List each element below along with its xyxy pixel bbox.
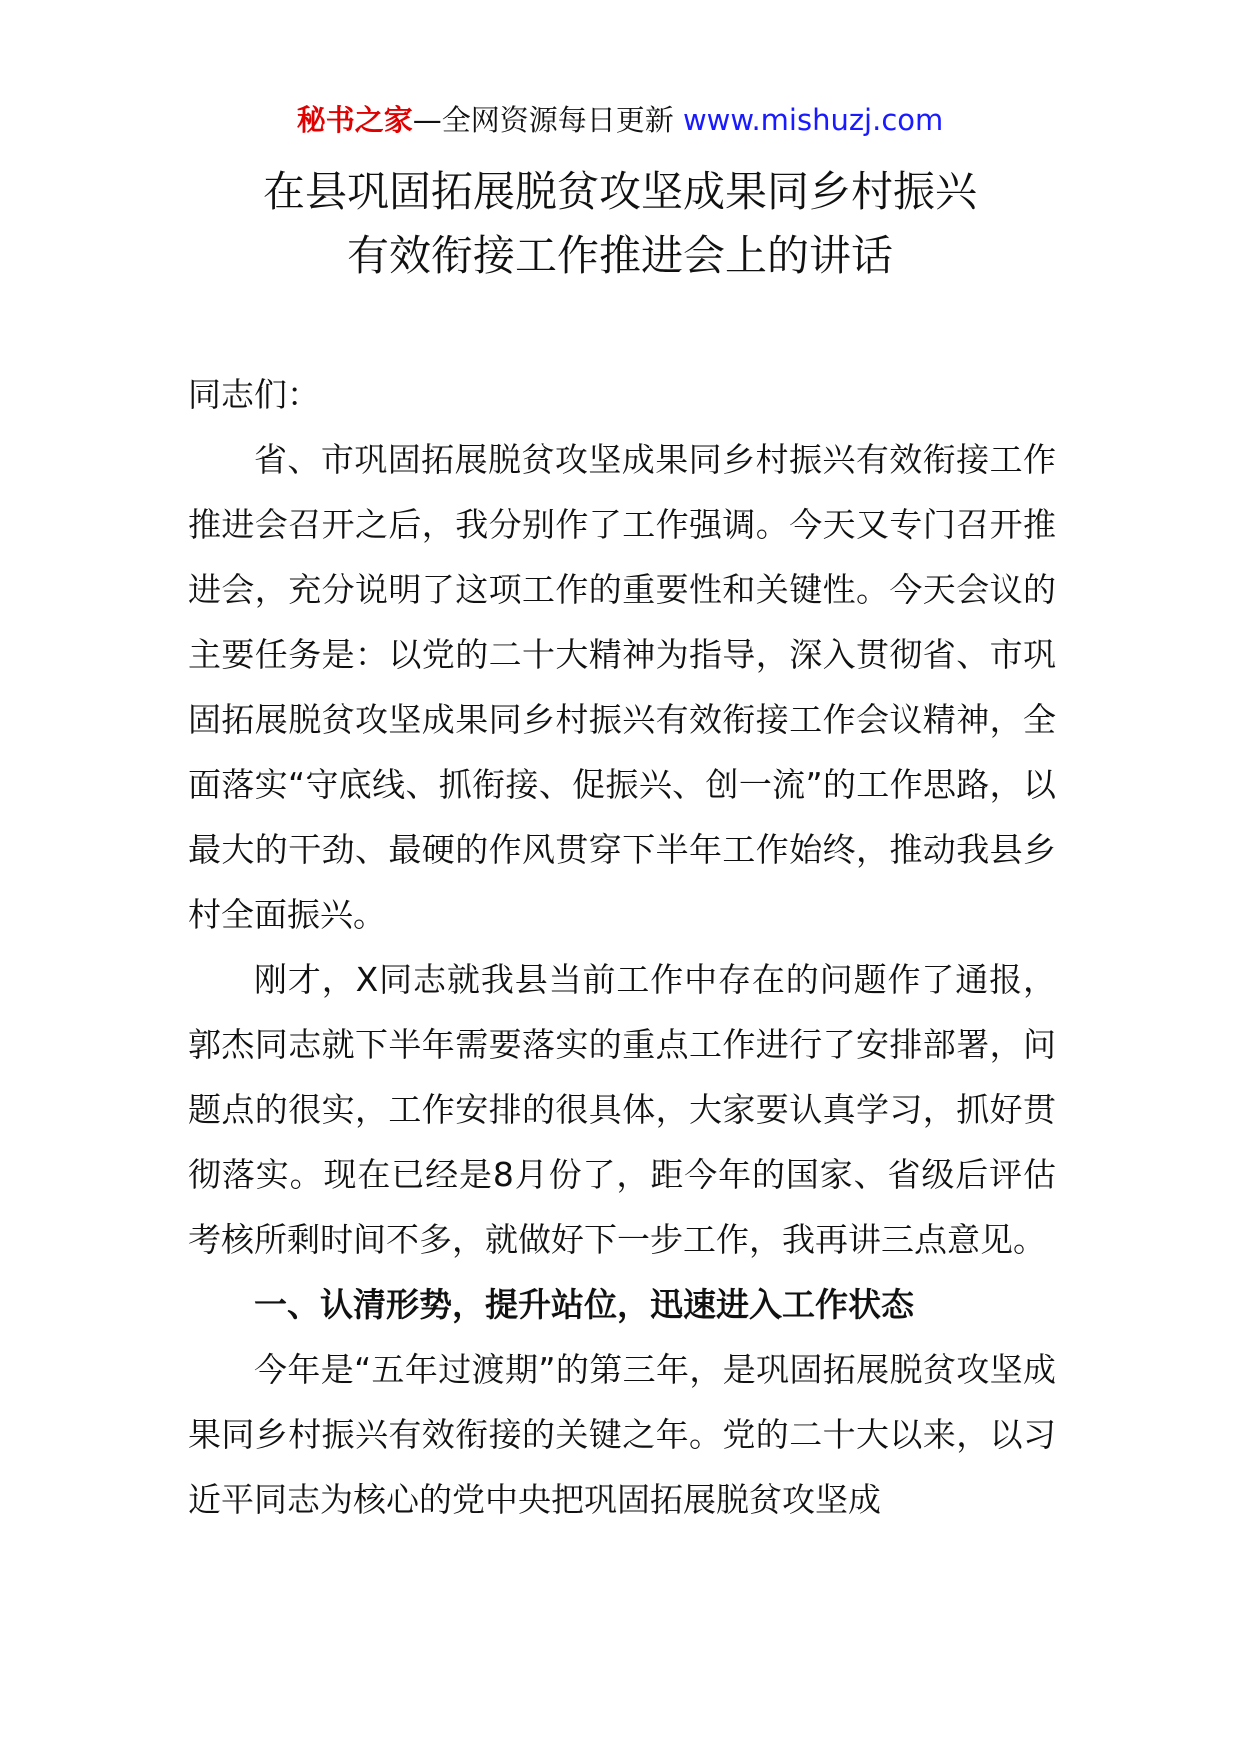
document-body [188,362,1056,1532]
document-title-line-2: 有效衔接工作推进会上的讲话 [346,231,893,280]
watermark-tagline: —全网资源每日更新 [412,103,683,137]
watermark-brand: 秘书之家 [296,103,413,137]
salutation: 同志们： [188,375,320,414]
paragraph-3: 今年是“五年过渡期”的第三年，是巩固拓展脱贫攻坚成果同乡村振兴有效衔接的关键之年。党的二十大以来，以习近平同志为核心的党中央把巩固拓展脱贫攻坚成 [188,1350,1056,1519]
watermark-header [0,100,1240,140]
document-title-line-1: 在县巩固拓展脱贫攻坚成果同乡村振兴 [262,167,977,216]
paragraph-1: 省、市巩固拓展脱贫攻坚成果同乡村振兴有效衔接工作推进会召开之后，我分别作了工作强调。今天又专门召开推进会，充分说明了这项工作的重要性和关键性。今天会议的主要任务是：以党的二十大精神为指导，深入贯彻省、市巩固拓展脱贫攻坚成果同乡村振兴有效衔接工作会议精神，全面落实“守底线、抓衔接、促振兴、创一流”的工作思路，以最大的干劲、最硬的作风贯穿下半年工作始终，推动我县乡村全面振兴。 [188,440,1056,934]
paragraph-2: 刚才，X同志就我县当前工作中存在的问题作了通报，郭杰同志就下半年需要落实的重点工作进行了安排部署，问题点的很实，工作安排的很具体，大家要认真学习，抓好贯彻落实。现在已经是8月份了，距今年的国家、省级后评估考核所剩时间不多，就做好下一步工作，我再讲三点意见。 [188,960,1056,1259]
watermark-url[interactable]: www.mishuzj.com [682,103,944,137]
section-heading-1: 一、认清形势，提升站位，迅速进入工作状态 [254,1285,914,1324]
